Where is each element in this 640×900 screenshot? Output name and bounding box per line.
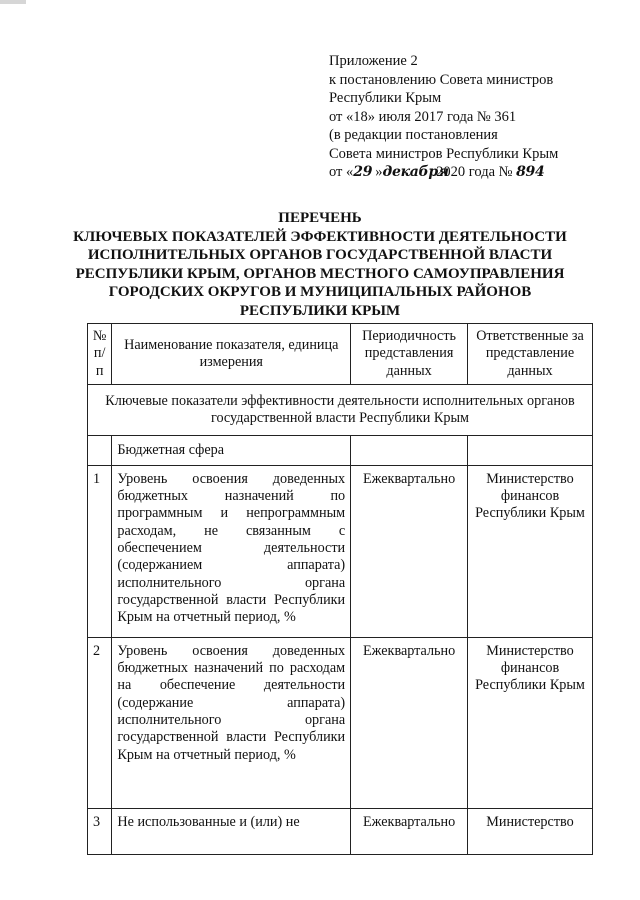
row-num: 1	[88, 465, 112, 637]
document-title	[60, 209, 580, 321]
row-num: 3	[88, 808, 112, 854]
row-responsible: Министерство финансов Республики Крым	[468, 465, 593, 637]
handwritten-month: декабря	[382, 164, 449, 180]
header-name: Наименование показателя, единица измерения	[112, 324, 351, 385]
subsection-row	[88, 436, 593, 465]
subsection-title: Бюджетная сфера	[112, 436, 351, 465]
subsection-responsible-cell	[468, 436, 593, 465]
row-period: Ежеквартально	[351, 637, 468, 808]
appendix-line-4: от «18» июля 2017 года № 361	[329, 108, 517, 125]
title-line-3: ИСПОЛНИТЕЛЬНЫХ ОРГАНОВ ГОСУДАРСТВЕННОЙ ВЛАСТИ	[87, 247, 553, 264]
row-name: Не использованные и (или) не	[112, 808, 351, 854]
appendix-block	[329, 52, 558, 182]
table-header-row	[88, 324, 593, 385]
appendix-line-7	[329, 163, 558, 182]
table-row	[88, 808, 593, 854]
handwritten-day: 29	[353, 164, 373, 180]
title-line-5: ГОРОДСКИХ ОКРУГОВ И МУНИЦИПАЛЬНЫХ РАЙОНОВ	[108, 284, 532, 301]
title-line-2: КЛЮЧЕВЫХ ПОКАЗАТЕЛЕЙ ЭФФЕКТИВНОСТИ ДЕЯТЕЛЬНОСТИ	[73, 228, 567, 245]
appendix-date-prefix: от «	[329, 164, 354, 180]
subsection-period-cell	[351, 436, 468, 465]
appendix-line-5: (в редакции постановления	[329, 127, 498, 143]
title-line-4: РЕСПУБЛИКИ КРЫМ, ОРГАНОВ МЕСТНОГО САМОУПРАВЛЕНИЯ	[75, 265, 565, 282]
appendix-year: 2020 года №	[436, 164, 513, 180]
row-num: 2	[88, 637, 112, 808]
subsection-num-cell	[88, 436, 112, 465]
header-num: № п/п	[88, 324, 112, 385]
row-responsible: Министерство финансов Республики Крым	[468, 637, 593, 808]
appendix-line-1: Приложение 2	[329, 53, 418, 69]
row-period: Ежеквартально	[351, 808, 468, 854]
appendix-line-2: к постановлению Совета министров	[329, 71, 554, 88]
row-name: Уровень освоения доведенных бюджетных назначений по программным и непрограммным расходам, не связанным с обеспечением деятельности (содержанием аппарата) исполнительного органа государственной власти Республики Крым на отчетный период, %	[112, 465, 351, 637]
appendix-date-quote: »	[375, 164, 383, 180]
row-responsible: Министерство	[468, 808, 593, 854]
header-responsible: Ответственные за представление данных	[468, 324, 593, 385]
appendix-line-3: Республики Крым	[329, 90, 442, 106]
header-period: Периодичность представления данных	[351, 324, 468, 385]
row-period: Ежеквартально	[351, 465, 468, 637]
row-name: Уровень освоения доведенных бюджетных назначений по расходам на обеспечение деятельности (содержание аппарата) исполнительного органа государственной власти Республики Крым на отчетный период, %	[112, 637, 351, 808]
handwritten-decree-number: 894	[516, 164, 545, 180]
section-row	[88, 384, 593, 436]
table-row	[88, 637, 593, 808]
title-line-6: РЕСПУБЛИКИ КРЫМ	[239, 302, 401, 319]
title-line-1: ПЕРЕЧЕНЬ	[278, 210, 362, 226]
section-title: Ключевые показатели эффективности деятельности исполнительных органов государственной власти Республики Крым	[88, 384, 593, 436]
indicators-table	[87, 323, 593, 855]
table-row	[88, 465, 593, 637]
scan-corner-mark	[0, 0, 26, 4]
appendix-line-6: Совета министров Республики Крым	[329, 145, 559, 162]
